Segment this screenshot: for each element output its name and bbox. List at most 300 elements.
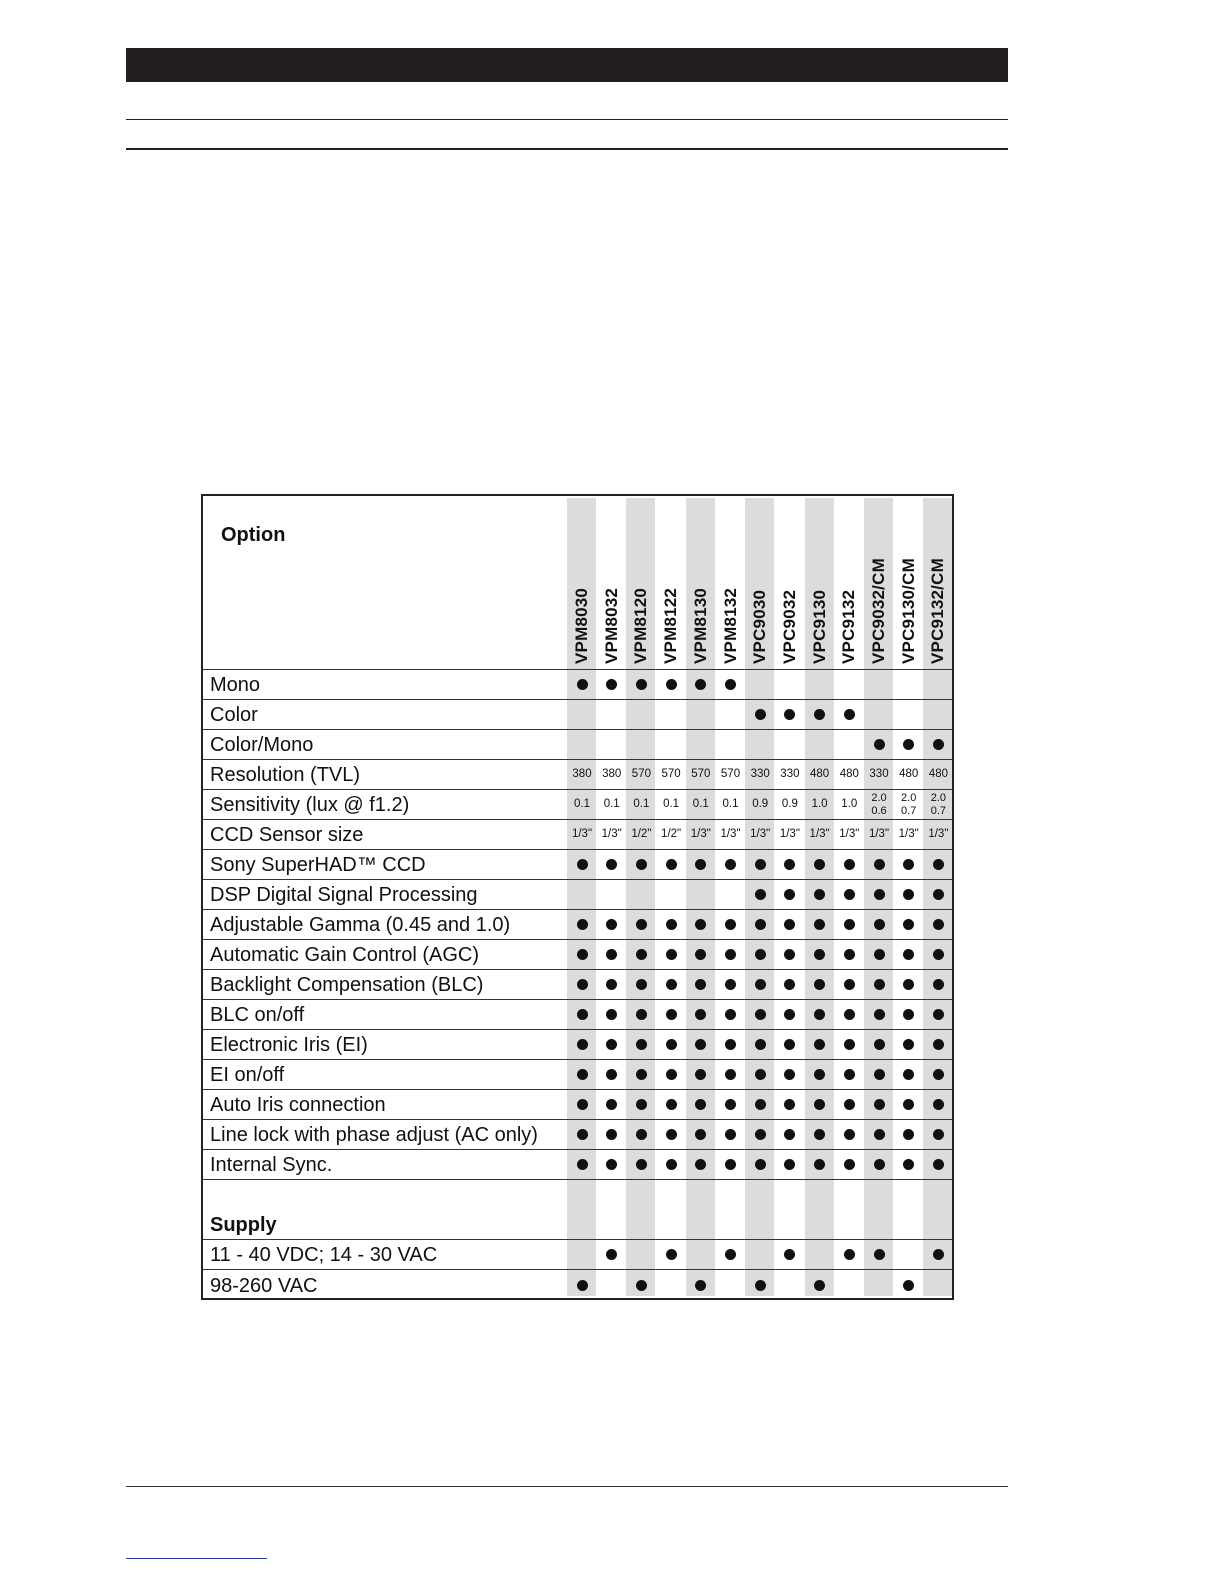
- bullet-dot: [636, 1280, 647, 1291]
- bullet-dot: [903, 739, 914, 750]
- table-cell: [834, 1270, 864, 1300]
- table-cell: [805, 760, 835, 789]
- cell-value: 0.1: [574, 797, 590, 810]
- bullet-dot: [755, 1099, 766, 1110]
- bullet-dot: [577, 919, 588, 930]
- table-cell: [805, 1090, 835, 1119]
- table-row: [203, 760, 952, 790]
- model-header: [567, 504, 597, 664]
- bullet-dot: [695, 949, 706, 960]
- model-header: [864, 504, 894, 664]
- table-cell: [626, 1180, 656, 1239]
- table-row: [203, 940, 952, 970]
- table-cell: [686, 820, 716, 849]
- table-cell: [775, 940, 805, 969]
- bullet-dot: [844, 949, 855, 960]
- table-cell: [923, 970, 953, 999]
- table-cell: [626, 760, 656, 789]
- bullet-dot: [755, 709, 766, 720]
- bullet-dot: [666, 1129, 677, 1140]
- row-label: 11 - 40 VDC; 14 - 30 VAC: [210, 1244, 438, 1266]
- table-cell: [656, 1000, 686, 1029]
- model-header-label: VPC9032/CM: [869, 558, 888, 664]
- bullet-dot: [874, 1069, 885, 1080]
- table-cell: [745, 880, 775, 909]
- table-cell: [864, 1150, 894, 1179]
- table-cell: [894, 940, 924, 969]
- table-cell: [716, 730, 746, 759]
- bullet-dot: [666, 1039, 677, 1050]
- table-cell: [864, 670, 894, 699]
- model-header: [716, 504, 746, 664]
- bullet-dot: [814, 1129, 825, 1140]
- table-cell: [745, 910, 775, 939]
- table-cell: [626, 1150, 656, 1179]
- table-row: [203, 1180, 952, 1240]
- model-header: [656, 504, 686, 664]
- cell-value: 480: [899, 767, 919, 780]
- bullet-dot: [844, 889, 855, 900]
- table-cell: [864, 880, 894, 909]
- table-cell: [716, 880, 746, 909]
- table-row: [203, 670, 952, 700]
- bullet-dot: [784, 979, 795, 990]
- bullet-dot: [933, 1039, 944, 1050]
- table-cell: [656, 940, 686, 969]
- table-cell: [745, 1120, 775, 1149]
- table-cell: [626, 700, 656, 729]
- bullet-dot: [903, 1039, 914, 1050]
- table-cell: [686, 910, 716, 939]
- cell-value: 480: [810, 767, 830, 780]
- model-header: [597, 504, 627, 664]
- table-cell: [923, 730, 953, 759]
- header-bar: [126, 48, 1008, 82]
- cell-value: 1.0: [841, 797, 858, 810]
- bullet-dot: [695, 1159, 706, 1170]
- bullet-dot: [784, 1069, 795, 1080]
- table-cell: [805, 820, 835, 849]
- bullet-dot: [577, 949, 588, 960]
- bullet-dot: [725, 859, 736, 870]
- cell-value: 480: [928, 767, 948, 780]
- table-cell: [805, 970, 835, 999]
- table-cell: [626, 940, 656, 969]
- bullet-dot: [814, 1009, 825, 1020]
- table-cell: [923, 1270, 953, 1300]
- bullet-dot: [695, 1069, 706, 1080]
- table-cell: [923, 1120, 953, 1149]
- table-cell: [626, 1060, 656, 1089]
- model-header: [923, 504, 953, 664]
- table-cell: [775, 910, 805, 939]
- table-row: [203, 1120, 952, 1150]
- table-cell: [864, 820, 894, 849]
- bullet-dot: [755, 889, 766, 900]
- bullet-dot: [725, 679, 736, 690]
- table-cell: [686, 1000, 716, 1029]
- model-header: [626, 504, 656, 664]
- bullet-dot: [636, 1039, 647, 1050]
- bullet-dot: [725, 1069, 736, 1080]
- cell-value: 1/3": [720, 827, 741, 840]
- table-cell: [626, 880, 656, 909]
- table-cell: [834, 1060, 864, 1089]
- option-comparison-table: [201, 494, 954, 1300]
- table-cell: [597, 940, 627, 969]
- table-cell: [716, 1000, 746, 1029]
- bullet-dot: [814, 709, 825, 720]
- table-row: [203, 910, 952, 940]
- table-cell: [686, 730, 716, 759]
- table-cell: [716, 760, 746, 789]
- cell-value: 0.1: [663, 797, 680, 810]
- table-cell: [745, 1240, 775, 1269]
- row-label: Mono: [210, 674, 261, 696]
- table-cell: [567, 880, 597, 909]
- row-label: Line lock with phase adjust (AC only): [210, 1124, 538, 1146]
- cell-value: 570: [691, 767, 711, 780]
- table-cell: [894, 970, 924, 999]
- table-cell: [745, 970, 775, 999]
- model-header-label: VPM8120: [631, 587, 651, 664]
- table-cell: [775, 1180, 805, 1239]
- table-cell: [716, 820, 746, 849]
- table-cell: [656, 1270, 686, 1300]
- table-cell: [686, 700, 716, 729]
- bullet-dot: [874, 1099, 885, 1110]
- table-cell: [864, 970, 894, 999]
- table-cell: [834, 730, 864, 759]
- bullet-dot: [577, 1009, 588, 1020]
- table-cell: [656, 700, 686, 729]
- table-cell: [745, 670, 775, 699]
- table-cell: [745, 730, 775, 759]
- cell-value: 1/3": [690, 827, 711, 840]
- bullet-dot: [666, 1159, 677, 1170]
- bullet-dot: [755, 979, 766, 990]
- cell-value: 0.1: [603, 797, 620, 810]
- table-cell: [716, 1090, 746, 1119]
- bullet-dot: [606, 949, 617, 960]
- bullet-dot: [695, 859, 706, 870]
- footer-link-underline[interactable]: [126, 1558, 267, 1559]
- row-label: Automatic Gain Control (AGC): [210, 944, 479, 966]
- table-cell: [894, 910, 924, 939]
- table-cell: [775, 1240, 805, 1269]
- bullet-dot: [606, 1099, 617, 1110]
- table-cell: [864, 1240, 894, 1269]
- table-cell: [567, 1000, 597, 1029]
- table-cell: [597, 1090, 627, 1119]
- table-cell: [834, 850, 864, 879]
- table-cell: [923, 790, 953, 819]
- table-cell: [894, 1180, 924, 1239]
- table-cell: [626, 1090, 656, 1119]
- model-header-label: VPM8130: [690, 587, 710, 664]
- table-cell: [686, 1240, 716, 1269]
- table-cell: [597, 1180, 627, 1239]
- bullet-dot: [903, 859, 914, 870]
- bullet-dot: [784, 1129, 795, 1140]
- bullet-dot: [814, 1039, 825, 1050]
- table-cell: [805, 940, 835, 969]
- table-cell: [597, 880, 627, 909]
- table-cell: [716, 970, 746, 999]
- bullet-dot: [695, 979, 706, 990]
- model-header: [834, 504, 864, 664]
- table-cell: [716, 1270, 746, 1300]
- bullet-dot: [874, 859, 885, 870]
- bullet-dot: [755, 1159, 766, 1170]
- cell-value: 2.0 0.7: [930, 791, 947, 817]
- table-cell: [805, 1060, 835, 1089]
- table-cell: [745, 1090, 775, 1119]
- model-header: [775, 504, 805, 664]
- bullet-dot: [784, 1009, 795, 1020]
- table-cell: [716, 670, 746, 699]
- table-cell: [894, 1240, 924, 1269]
- table-cell: [894, 1120, 924, 1149]
- table-cell: [745, 760, 775, 789]
- table-cell: [894, 670, 924, 699]
- bullet-dot: [814, 979, 825, 990]
- bullet-dot: [636, 1009, 647, 1020]
- table-cell: [864, 730, 894, 759]
- table-cell: [597, 730, 627, 759]
- table-cell: [745, 1150, 775, 1179]
- row-label: Color/Mono: [210, 734, 314, 756]
- table-row: [203, 700, 952, 730]
- table-cell: [864, 1000, 894, 1029]
- table-cell: [834, 670, 864, 699]
- bullet-dot: [933, 1099, 944, 1110]
- bullet-dot: [874, 1009, 885, 1020]
- table-cell: [805, 1270, 835, 1300]
- table-cell: [656, 1090, 686, 1119]
- table-row: [203, 1270, 952, 1300]
- bullet-dot: [755, 1280, 766, 1291]
- cell-value: 0.1: [692, 797, 709, 810]
- bullet-dot: [933, 949, 944, 960]
- bullet-dot: [695, 679, 706, 690]
- cell-value: 570: [720, 767, 741, 780]
- table-cell: [775, 1150, 805, 1179]
- table-cell: [656, 970, 686, 999]
- table-cell: [894, 1000, 924, 1029]
- bullet-dot: [695, 1009, 706, 1020]
- bullet-dot: [903, 979, 914, 990]
- table-cell: [656, 1180, 686, 1239]
- bullet-dot: [903, 889, 914, 900]
- bullet-dot: [933, 919, 944, 930]
- bullet-dot: [606, 1159, 617, 1170]
- bullet-dot: [844, 1129, 855, 1140]
- table-cell: [775, 1120, 805, 1149]
- bullet-dot: [844, 859, 855, 870]
- bullet-dot: [814, 1069, 825, 1080]
- table-cell: [834, 970, 864, 999]
- table-cell: [656, 790, 686, 819]
- bullet-dot: [814, 1099, 825, 1110]
- table-cell: [834, 820, 864, 849]
- table-cell: [656, 1240, 686, 1269]
- table-cell: [923, 760, 953, 789]
- cell-value: 570: [661, 767, 681, 780]
- table-cell: [864, 1090, 894, 1119]
- model-header-label: VPC9030: [750, 589, 770, 664]
- table-cell: [775, 1030, 805, 1059]
- table-cell: [716, 790, 746, 819]
- table-cell: [567, 1030, 597, 1059]
- table-cell: [626, 730, 656, 759]
- cell-value: 1/2": [661, 827, 682, 840]
- table-cell: [894, 760, 924, 789]
- table-cell: [597, 1240, 627, 1269]
- table-cell: [656, 1060, 686, 1089]
- table-cell: [923, 850, 953, 879]
- table-cell: [923, 1030, 953, 1059]
- bullet-dot: [874, 739, 885, 750]
- table-cell: [834, 910, 864, 939]
- bullet-dot: [903, 1009, 914, 1020]
- bullet-dot: [755, 919, 766, 930]
- table-cell: [656, 1120, 686, 1149]
- table-cell: [864, 1270, 894, 1300]
- table-cell: [775, 850, 805, 879]
- bullet-dot: [606, 1039, 617, 1050]
- table-cell: [567, 910, 597, 939]
- bullet-dot: [874, 1159, 885, 1170]
- bullet-dot: [606, 1249, 617, 1260]
- table-cell: [894, 700, 924, 729]
- table-cell: [597, 670, 627, 699]
- bullet-dot: [933, 739, 944, 750]
- bullet-dot: [755, 1069, 766, 1080]
- cell-value: 0.9: [781, 797, 798, 810]
- cell-value: 1/2": [631, 827, 652, 840]
- bullet-dot: [844, 1159, 855, 1170]
- bullet-dot: [636, 919, 647, 930]
- table-cell: [656, 910, 686, 939]
- bullet-dot: [695, 1099, 706, 1110]
- table-cell: [716, 940, 746, 969]
- table-cell: [775, 790, 805, 819]
- table-cell: [567, 940, 597, 969]
- table-cell: [775, 670, 805, 699]
- table-cell: [745, 700, 775, 729]
- table-cell: [834, 1180, 864, 1239]
- cell-value: 0.1: [633, 797, 650, 810]
- cell-value: 1/3": [750, 827, 771, 840]
- bullet-dot: [577, 1039, 588, 1050]
- bullet-dot: [725, 1129, 736, 1140]
- table-cell: [716, 700, 746, 729]
- cell-value: 2.0 0.7: [901, 791, 917, 817]
- bullet-dot: [814, 1159, 825, 1170]
- model-header-label: VPC9132: [839, 589, 859, 664]
- table-cell: [775, 880, 805, 909]
- table-cell: [923, 820, 953, 849]
- table-cell: [775, 700, 805, 729]
- table-cell: [597, 1060, 627, 1089]
- table-cell: [923, 700, 953, 729]
- cell-value: 2.0 0.6: [871, 791, 887, 817]
- bullet-dot: [666, 979, 677, 990]
- table-cell: [923, 1150, 953, 1179]
- table-cell: [686, 760, 716, 789]
- header-rule-top: [126, 119, 1008, 120]
- bullet-dot: [784, 709, 795, 720]
- model-header-label: VPC9132/CM: [928, 558, 948, 664]
- table-cell: [686, 850, 716, 879]
- cell-value: 1.0: [811, 797, 828, 810]
- table-cell: [626, 850, 656, 879]
- table-cell: [894, 1090, 924, 1119]
- model-header: [805, 504, 835, 664]
- model-header-label: VPC9130/CM: [898, 558, 918, 664]
- table-cell: [834, 1150, 864, 1179]
- table-cell: [745, 1270, 775, 1300]
- table-cell: [805, 850, 835, 879]
- table-cell: [567, 700, 597, 729]
- table-cell: [567, 1150, 597, 1179]
- table-cell: [686, 940, 716, 969]
- table-cell: [834, 700, 864, 729]
- table-cell: [894, 1030, 924, 1059]
- bullet-dot: [784, 1099, 795, 1110]
- table-cell: [626, 1240, 656, 1269]
- model-header-label: VPM8032: [601, 587, 621, 664]
- cell-value: 0.1: [722, 797, 739, 810]
- model-header: [686, 504, 716, 664]
- table-cell: [716, 1030, 746, 1059]
- table-cell: [745, 1060, 775, 1089]
- table-cell: [775, 760, 805, 789]
- table-cell: [656, 880, 686, 909]
- table-cell: [775, 730, 805, 759]
- table-cell: [716, 1120, 746, 1149]
- table-cell: [597, 820, 627, 849]
- bullet-dot: [755, 949, 766, 960]
- table-cell: [686, 880, 716, 909]
- table-cell: [716, 1150, 746, 1179]
- bullet-dot: [725, 979, 736, 990]
- table-cell: [894, 1270, 924, 1300]
- table-cell: [894, 790, 924, 819]
- table-cell: [834, 1090, 864, 1119]
- table-cell: [775, 970, 805, 999]
- bullet-dot: [725, 949, 736, 960]
- row-label: Internal Sync.: [210, 1154, 333, 1176]
- table-cell: [805, 1000, 835, 1029]
- table-cell: [597, 1270, 627, 1300]
- model-header-label: VPC9130: [809, 589, 829, 664]
- table-cell: [626, 1030, 656, 1059]
- model-header-label: VPM8030: [572, 587, 591, 664]
- table-cell: [626, 1000, 656, 1029]
- table-cell: [597, 1150, 627, 1179]
- bullet-dot: [636, 1129, 647, 1140]
- cell-value: 1/3": [928, 827, 949, 840]
- table-row: [203, 1030, 952, 1060]
- table-row: [203, 1240, 952, 1270]
- bullet-dot: [636, 859, 647, 870]
- table-cell: [686, 1090, 716, 1119]
- table-row: [203, 1060, 952, 1090]
- bullet-dot: [814, 859, 825, 870]
- cell-value: 330: [780, 767, 800, 780]
